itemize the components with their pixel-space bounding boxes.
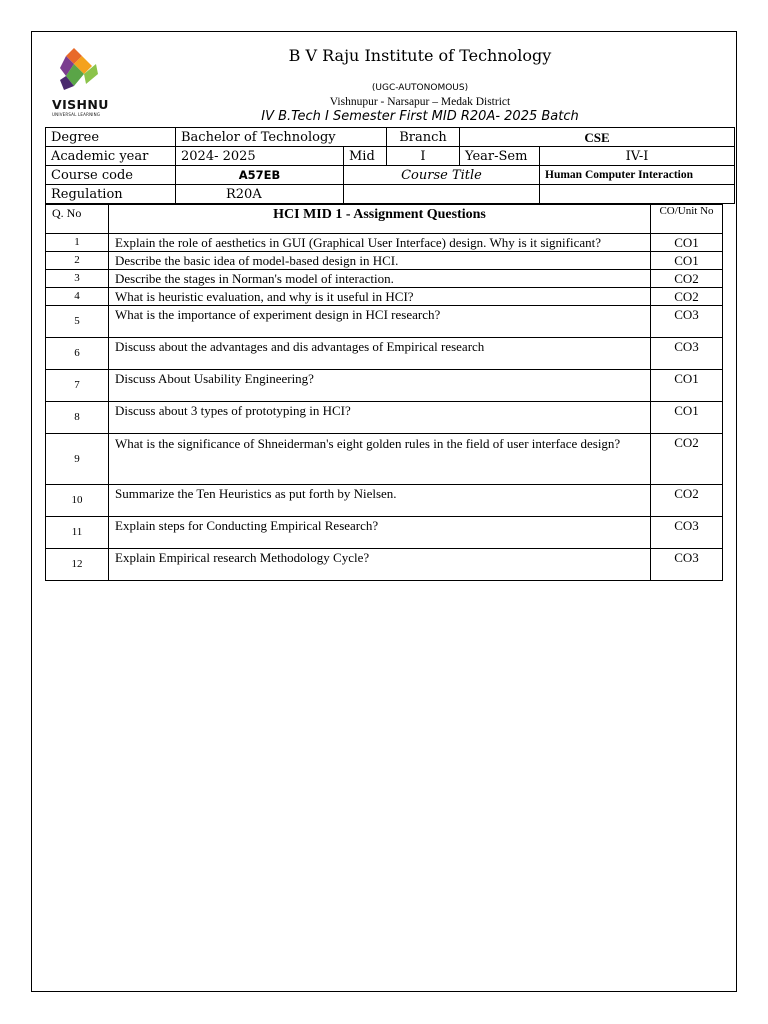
question-number: 11 [46, 517, 109, 549]
table-row [46, 234, 723, 252]
question-co: CO3 [651, 517, 723, 549]
table-row [46, 485, 723, 517]
question-number: 3 [46, 270, 109, 288]
question-number: 10 [46, 485, 109, 517]
degree-label: Degree [46, 128, 176, 147]
academic-year-label: Academic year [46, 147, 176, 166]
course-code-value: A57EB [176, 166, 344, 185]
info-row-degree [46, 128, 735, 147]
question-co: CO3 [651, 338, 723, 370]
question-text: Discuss about the advantages and dis advantages of Empirical research [109, 338, 651, 370]
mid-value: I [387, 147, 460, 166]
question-text: Summarize the Ten Heuristics as put forth by Nielsen. [109, 485, 651, 517]
info-row-academic-year [46, 147, 735, 166]
table-row [46, 517, 723, 549]
table-row [46, 434, 723, 485]
branch-value: CSE [460, 128, 735, 147]
district-label: Vishnupur - Narsapur – Medak District [329, 96, 511, 108]
question-co: CO2 [651, 270, 723, 288]
question-co: CO2 [651, 434, 723, 485]
table-row [46, 338, 723, 370]
question-number: 12 [46, 549, 109, 581]
question-number: 6 [46, 338, 109, 370]
questions-table [45, 204, 723, 581]
table-row [46, 270, 723, 288]
info-row-regulation [46, 185, 735, 204]
question-number: 8 [46, 402, 109, 434]
table-row [46, 402, 723, 434]
logo-text: VISHNU [52, 97, 109, 112]
table-row [46, 288, 723, 306]
qno-header: Q. No [46, 205, 109, 234]
question-number: 7 [46, 370, 109, 402]
year-sem-value: IV-I [540, 147, 735, 166]
question-text: Explain steps for Conducting Empirical Research? [109, 517, 651, 549]
question-co: CO1 [651, 402, 723, 434]
question-number: 2 [46, 252, 109, 270]
question-co: CO3 [651, 549, 723, 581]
question-number: 5 [46, 306, 109, 338]
course-title-label: Course Title [344, 166, 540, 185]
question-text: Discuss about 3 types of prototyping in HCI? [109, 402, 651, 434]
question-co: CO1 [651, 370, 723, 402]
autonomous-label: (UGC-AUTONOMOUS) [371, 83, 469, 93]
question-text: What is the importance of experiment design in HCI research? [109, 306, 651, 338]
questions-header-row [46, 205, 723, 234]
question-text: Explain Empirical research Methodology Cycle? [109, 549, 651, 581]
question-number: 9 [46, 434, 109, 485]
question-co: CO1 [651, 234, 723, 252]
regulation-label: Regulation [46, 185, 176, 204]
question-co: CO2 [651, 485, 723, 517]
regulation-value: R20A [176, 185, 344, 204]
question-co: CO2 [651, 288, 723, 306]
questions-title: HCI MID 1 - Assignment Questions [109, 205, 651, 234]
co-unit-header: CO/Unit No [651, 205, 723, 234]
table-row [46, 306, 723, 338]
course-info-table [45, 127, 735, 204]
course-code-label: Course code [46, 166, 176, 185]
question-number: 1 [46, 234, 109, 252]
question-number: 4 [46, 288, 109, 306]
table-row [46, 370, 723, 402]
table-row [46, 549, 723, 581]
batch-label: IV B.Tech I Semester First MID R20A- 2025 Batch [261, 109, 579, 124]
institute-title: B V Raju Institute of Technology [288, 46, 552, 65]
degree-value: Bachelor of Technology [176, 128, 387, 147]
regulation-empty-cell-2 [540, 185, 735, 204]
question-co: CO1 [651, 252, 723, 270]
question-text: Describe the basic idea of model-based design in HCI. [109, 252, 651, 270]
year-sem-label: Year-Sem [460, 147, 540, 166]
question-text: Explain the role of aesthetics in GUI (Graphical User Interface) design. Why is it significant? [109, 234, 651, 252]
table-row [46, 252, 723, 270]
info-row-course-code [46, 166, 735, 185]
question-text: Discuss About Usability Engineering? [109, 370, 651, 402]
branch-label: Branch [387, 128, 460, 147]
regulation-empty-cell [344, 185, 540, 204]
question-text: What is the significance of Shneiderman's eight golden rules in the field of user interface design? [109, 434, 651, 485]
question-text: Describe the stages in Norman's model of interaction. [109, 270, 651, 288]
academic-year-value: 2024- 2025 [176, 147, 344, 166]
logo-subtext: UNIVERSAL LEARNING [52, 112, 101, 117]
question-co: CO3 [651, 306, 723, 338]
course-title-value: Human Computer Interaction [540, 166, 735, 185]
question-text: What is heuristic evaluation, and why is it useful in HCI? [109, 288, 651, 306]
mid-label: Mid [344, 147, 387, 166]
